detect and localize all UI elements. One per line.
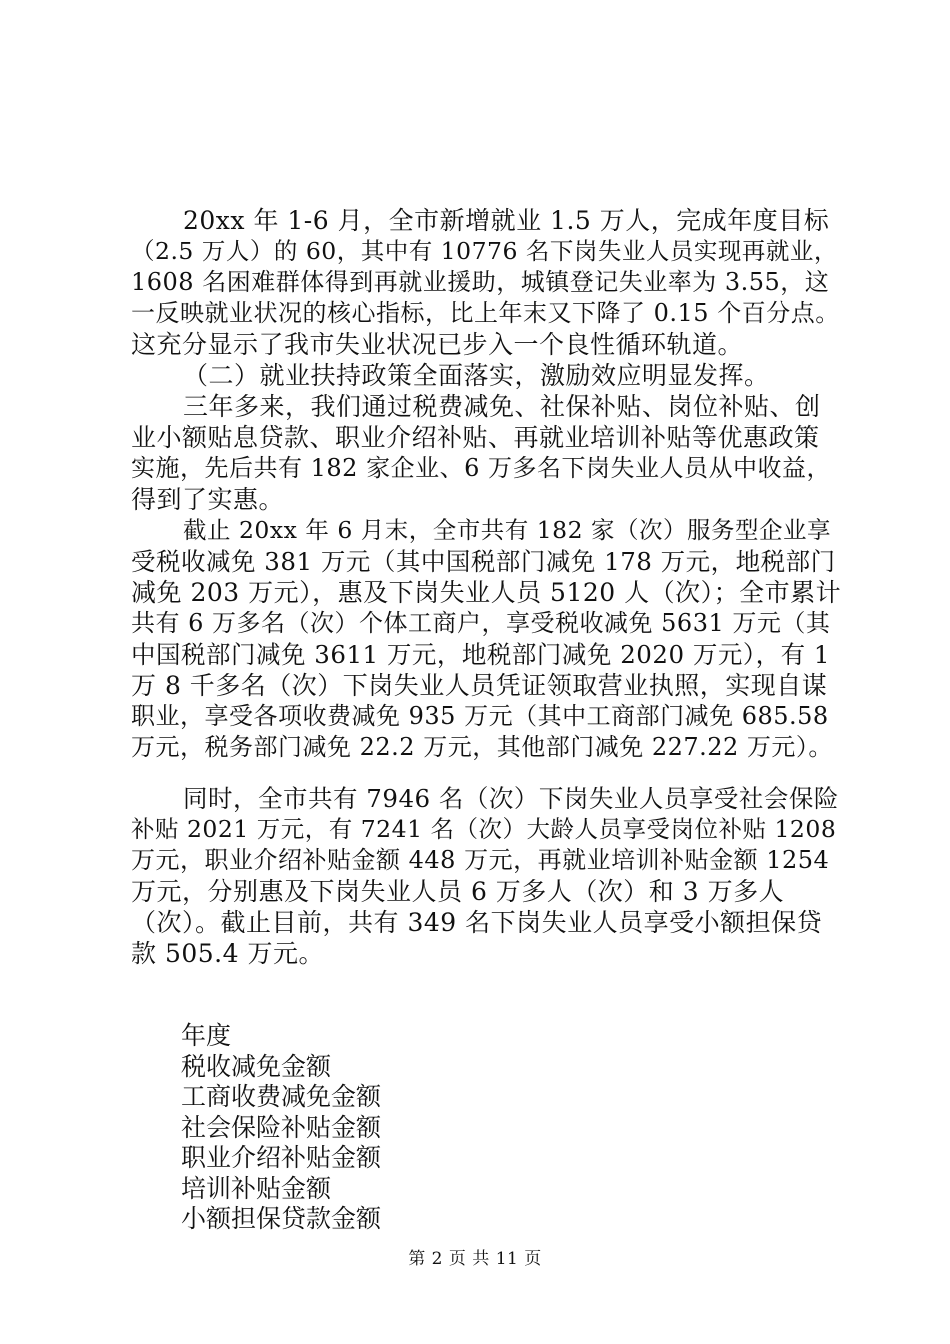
text-line: 款 505.4 万元。 (131, 939, 324, 968)
text-line: 20xx 年 1-6 月，全市新增就业 1.5 万人，完成年度目标 (183, 206, 830, 235)
text-line: 1608 名困难群体得到再就业援助，城镇登记失业率为 3.55，这 (131, 268, 830, 296)
section-heading (131, 360, 842, 391)
list-item: 职业介绍补贴金额 (181, 1143, 382, 1172)
text-line: 三年多来，我们通过税费减免、社保补贴、岗位补贴、创 (183, 392, 821, 421)
text-line: 职业，享受各项收费减免 935 万元（其中工商部门减免 685.58 (131, 702, 829, 730)
heading-text: （二）就业扶持政策全面落实，激励效应明显发挥。 (183, 361, 770, 390)
text-line: （2.5 万人）的 60，其中有 10776 名下岗失业人员实现再就业， (131, 237, 838, 265)
list-item: 工商收费减免金额 (181, 1082, 382, 1111)
text-line: 一反映就业状况的核心指标，比上年末又下降了 0.15 个百分点。 (131, 299, 840, 327)
list-item: 年度 (181, 1021, 232, 1050)
list-item: 培训补贴金额 (181, 1173, 332, 1203)
text-line: 补贴 2021 万元，有 7241 名（次）大龄人员享受岗位补贴 1208 (131, 815, 837, 843)
paragraph-policy-benefits (131, 391, 842, 515)
text-line: 万元，职业介绍补贴金额 448 万元，再就业培训补贴金额 1254 (131, 846, 830, 874)
text-line: 万 8 千多名（次）下岗失业人员凭证领取营业执照，实现自谋 (131, 671, 828, 700)
text-line: 截止 20xx 年 6 月末，全市共有 182 家（次）服务型企业享 (183, 516, 832, 544)
text-line: 万元，税务部门减免 22.2 万元，其他部门减免 227.22 万元）。 (131, 733, 833, 761)
list-item: 税收减免金额 (181, 1051, 332, 1081)
text-line: 实施，先后共有 182 家企业、6 万多名下岗失业人员从中收益， (131, 454, 831, 482)
text-line: 得到了实惠。 (131, 485, 285, 514)
paragraph-employment-summary (131, 205, 842, 360)
page-number-footer: 第 2 页 共 11 页 (408, 1249, 542, 1269)
text-line: 万元，分别惠及下岗失业人员 6 万多人（次）和 3 万多人 (131, 877, 785, 906)
table-labels-list (181, 1021, 381, 1235)
text-line: 减免 203 万元），惠及下岗失业人员 5120 人（次）；全市累计 (131, 578, 842, 607)
text-line: 受税收减免 381 万元（其中国税部门减免 178 万元，地税部门 (131, 547, 836, 576)
text-line: 业小额贴息贷款、职业介绍补贴、再就业培训补贴等优惠政策 (131, 423, 820, 452)
list-item: 社会保险补贴金额 (181, 1112, 382, 1142)
list-item: 小额担保贷款金额 (181, 1204, 382, 1233)
text-line: 中国税部门减免 3611 万元，地税部门减免 2020 万元），有 1 (131, 640, 830, 669)
text-line: 共有 6 万多名（次）个体工商户，享受税收减免 5631 万元（其 (131, 609, 831, 637)
text-line: 同时，全市共有 7946 名（次）下岗失业人员享受社会保险 (183, 784, 839, 813)
text-line: 这充分显示了我市失业状况已步入一个良性循环轨道。 (131, 330, 744, 359)
paragraph-tax-relief (131, 515, 842, 763)
paragraph-insurance-subsidy (131, 783, 842, 969)
text-line: （次）。截止目前，共有 349 名下岗失业人员享受小额担保贷 (131, 908, 823, 937)
